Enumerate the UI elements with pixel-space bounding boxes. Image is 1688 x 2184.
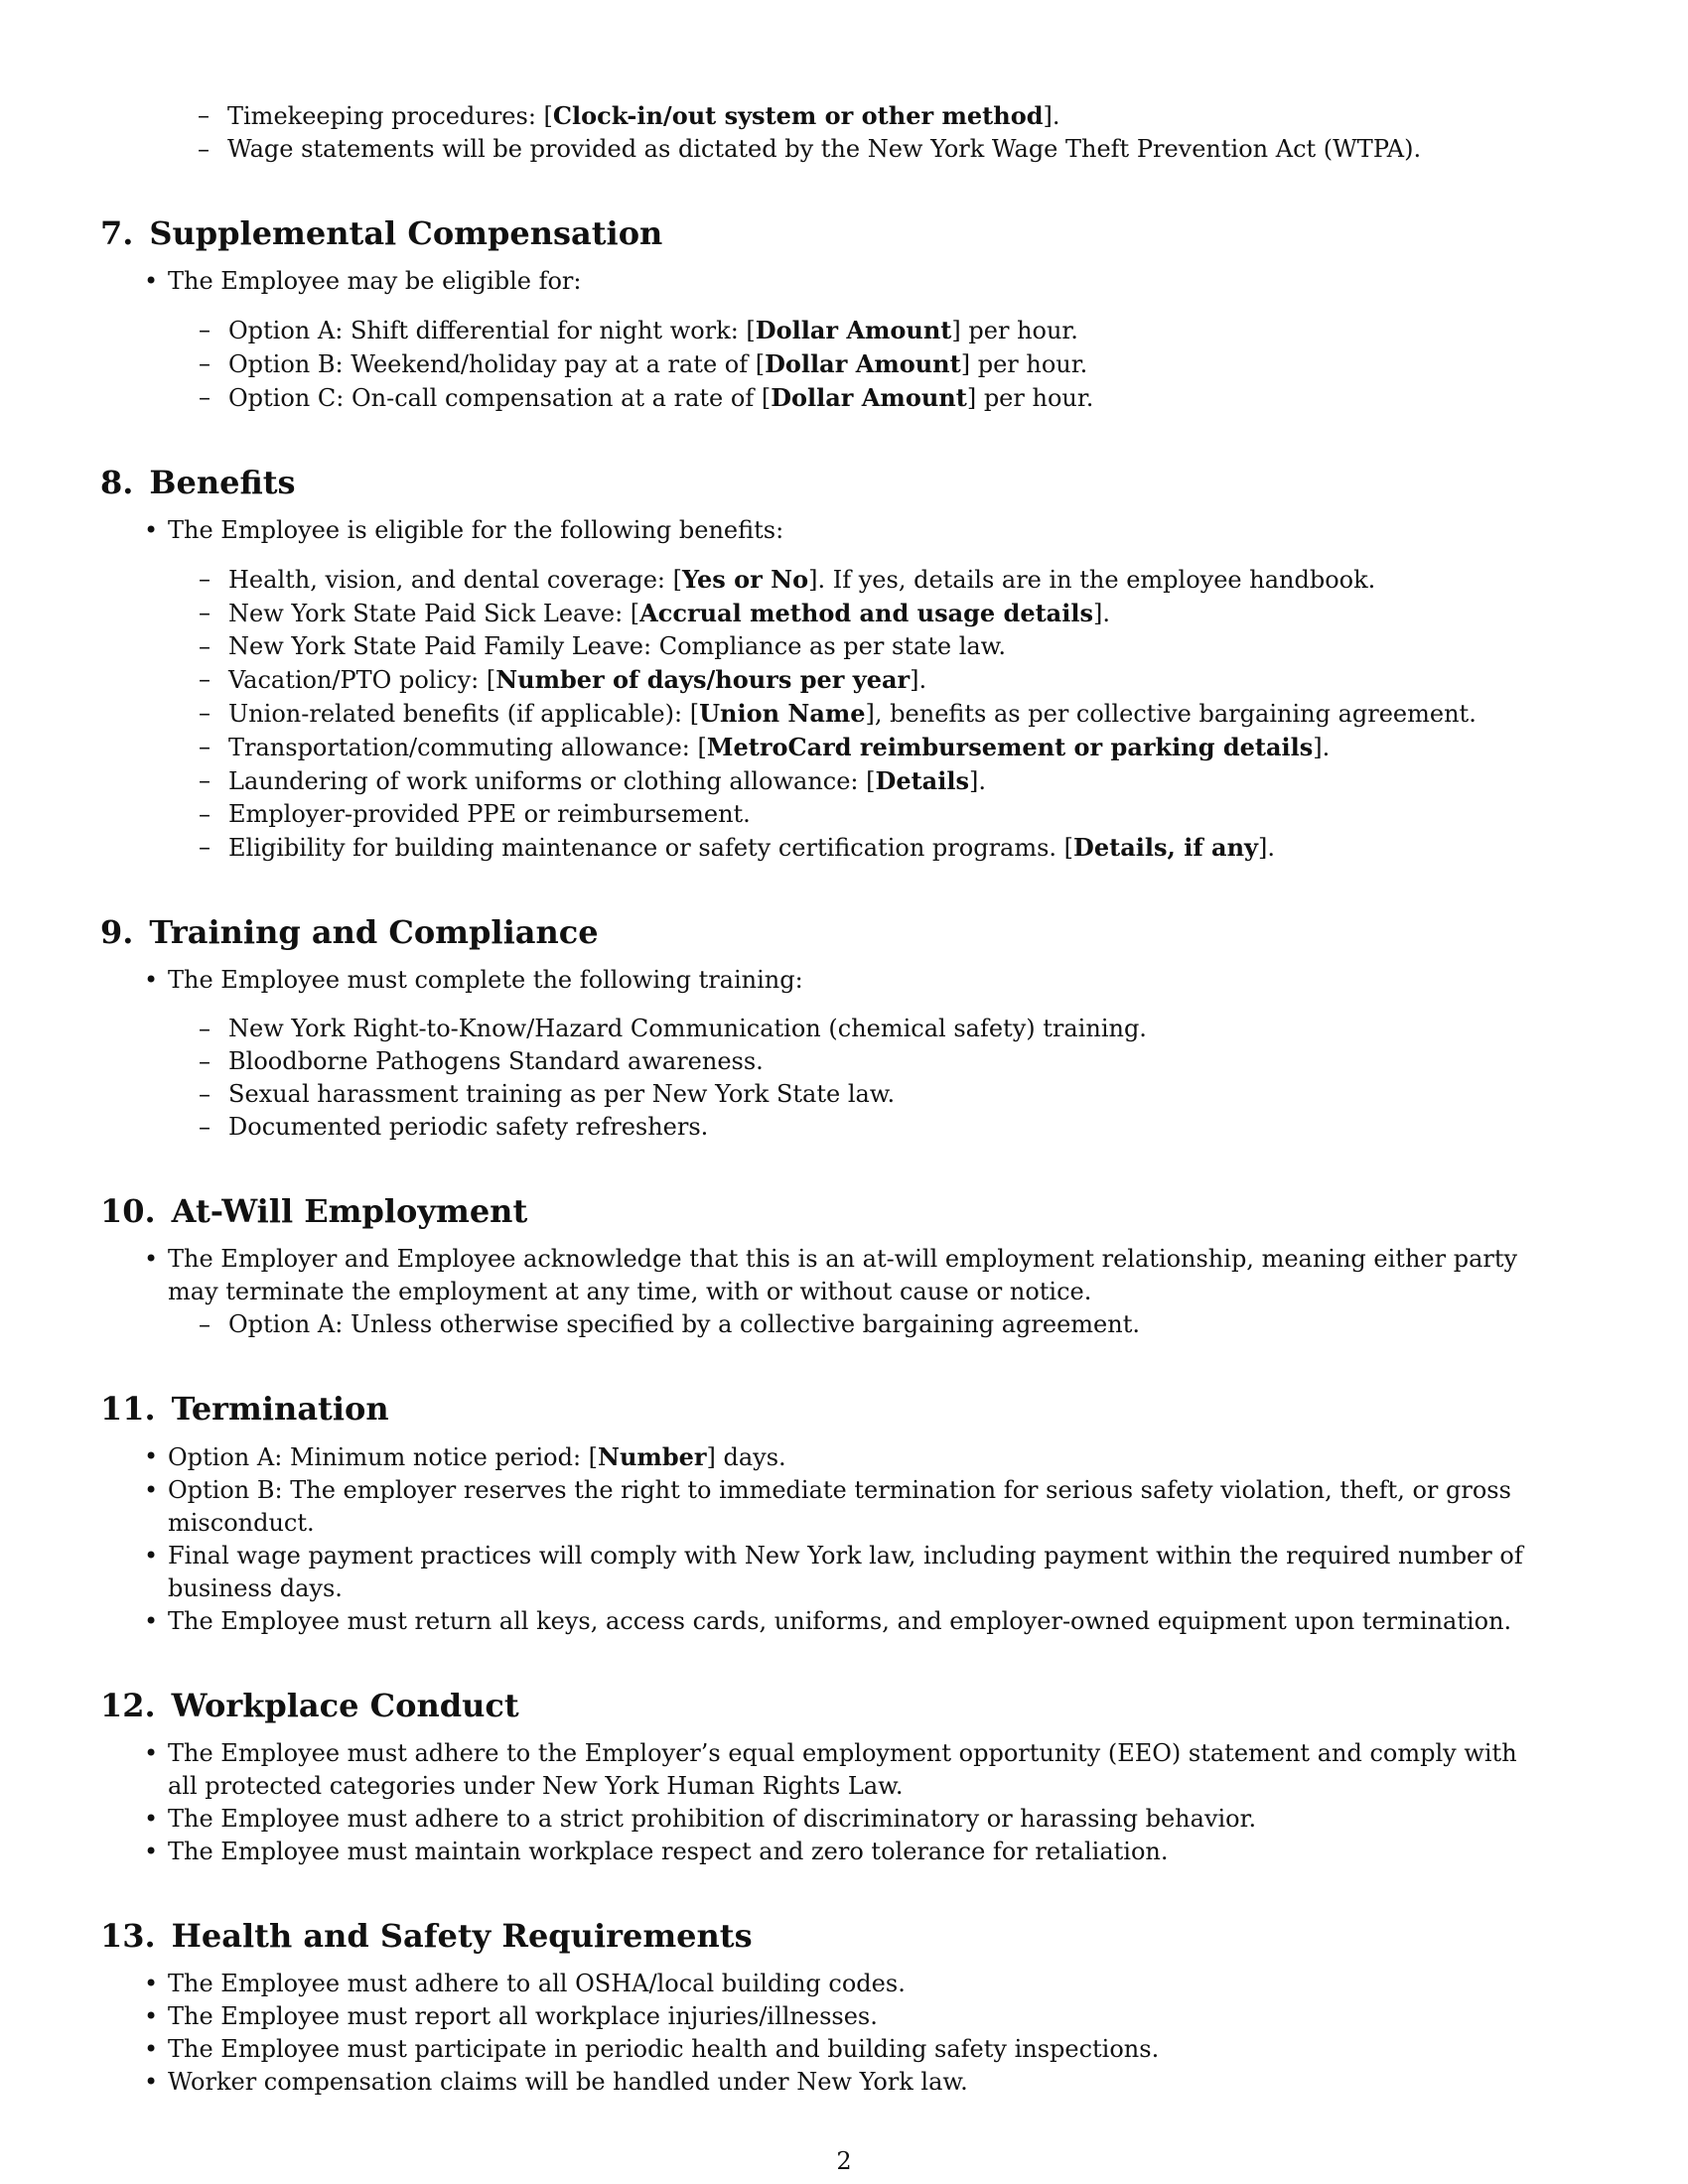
section-heading-supplemental-compensation: 7. Supplemental Compensation <box>100 214 663 252</box>
section-heading-training-compliance: 9. Training and Compliance <box>100 913 599 951</box>
list-item: – Bloodborne Pathogens Standard awareness. <box>228 1045 1550 1078</box>
list-item: – Option B: Weekend/holiday pay at a rate of [Dollar Amount] per hour. <box>228 347 1550 381</box>
section-heading-at-will-employment: 10. At-Will Employment <box>100 1192 528 1230</box>
list-item: – Union-related benefits (if applicable): [Union Name], benefits as per collective bargaining agreement. <box>228 697 1550 731</box>
list-item: • The Employee is eligible for the following benefits: – Health, vision, and dental coverage: [Yes or No]. If yes, details are in the employee handbook. – New York State Paid Sick Leave: [Accrual method and usage details]. – New York State Paid Family Leave: Compliance as per state law. – Vacation/PTO policy: [Number of days/hours per year]. – Union-related benefits (if applicable): [Union Name], benefits as per collective bargaining agreement. – Transportation/commuting allowance: [MetroCard reimbursement or parking details]. – Laundering of work uniforms or clothing allowance: [Details]. – Employer-provided PPE or reimbursement. – Eligibility for building maintenance or safety certification programs. [Details, if any]. <box>168 514 1590 865</box>
list-item: • The Employer and Employee acknowledge that this is an at-will employment relationship, meaning either party may terminate the employment at any time, with or without cause or notice. – Option A: Unless otherwise specified by a collective bargaining agreement. <box>168 1243 1590 1341</box>
document-page <box>100 99 1590 2099</box>
list-item: • The Employee must return all keys, access cards, uniforms, and employer-owned equipment upon termination. <box>168 1605 1590 1638</box>
list-item: – Timekeeping procedures: [Clock-in/out system or other method]. <box>227 99 1590 133</box>
list-item: – Health, vision, and dental coverage: [Yes or No]. If yes, details are in the employee handbook. <box>228 563 1550 597</box>
section-heading-termination: 11. Termination <box>100 1390 389 1428</box>
list-item: – Documented periodic safety refreshers. <box>228 1111 1550 1144</box>
list-item: – Option A: Unless otherwise specified by a collective bargaining agreement. <box>228 1308 1550 1341</box>
section-12-list <box>100 1737 1590 1868</box>
list-item: • The Employee must adhere to the Employer’s equal employment opportunity (EEO) statement and comply with all protected categories under New York Human Rights Law. <box>168 1737 1590 1803</box>
section-heading-health-safety: 13. Health and Safety Requirements <box>100 1917 753 1955</box>
list-item: – New York Right-to-Know/Hazard Communication (chemical safety) training. <box>228 1013 1550 1045</box>
section-9-list <box>100 964 1590 1144</box>
list-item: • The Employee must participate in periodic health and building safety inspections. <box>168 2033 1590 2066</box>
section-heading-benefits: 8. Benefits <box>100 464 296 501</box>
list-item: – Option C: On-call compensation at a rate of [Dollar Amount] per hour. <box>228 381 1550 415</box>
list-item: • Final wage payment practices will comply with New York law, including payment within the required number of business days. <box>168 1540 1590 1605</box>
list-item: – Wage statements will be provided as dictated by the New York Wage Theft Prevention Act (WTPA). <box>227 133 1590 166</box>
section-13-list <box>100 1968 1590 2099</box>
list-item: • The Employee must adhere to all OSHA/local building codes. <box>168 1968 1590 2000</box>
list-item: • The Employee may be eligible for: – Option A: Shift differential for night work: [Dollar Amount] per hour. – Option B: Weekend/holiday pay at a rate of [Dollar Amount] per hour. – Option C: On-call compensation at a rate of [Dollar Amount] per hour. <box>168 265 1590 415</box>
list-item: – Employer-provided PPE or reimbursement. <box>228 798 1550 831</box>
list-item: • Option A: Minimum notice period: [Number] days. <box>168 1440 1590 1474</box>
list-item: – Option A: Shift differential for night work: [Dollar Amount] per hour. <box>228 314 1550 347</box>
list-item: – Vacation/PTO policy: [Number of days/hours per year]. <box>228 663 1550 697</box>
section-11-list <box>100 1440 1590 1638</box>
list-item: • Worker compensation claims will be handled under New York law. <box>168 2066 1590 2099</box>
list-item: – New York State Paid Family Leave: Compliance as per state law. <box>228 630 1550 663</box>
section-8-list <box>100 514 1590 865</box>
section-7-list <box>100 265 1590 415</box>
list-item: • Option B: The employer reserves the right to immediate termination for serious safety violation, theft, or gross misconduct. <box>168 1474 1590 1540</box>
list-item: • The Employee must maintain workplace respect and zero tolerance for retaliation. <box>168 1836 1590 1868</box>
list-item: • The Employee must adhere to a strict prohibition of discriminatory or harassing behavior. <box>168 1803 1590 1836</box>
list-item: – New York State Paid Sick Leave: [Accrual method and usage details]. <box>228 597 1550 630</box>
list-item: – Sexual harassment training as per New York State law. <box>228 1078 1550 1111</box>
page-number: 2 <box>836 2147 852 2175</box>
section-10-list <box>100 1243 1590 1341</box>
list-item: • The Employee must complete the following training: – New York Right-to-Know/Hazard Communication (chemical safety) training. – Bloodborne Pathogens Standard awareness. – Sexual harassment training as per New York State law. – Documented periodic safety refreshers. <box>168 964 1590 1144</box>
list-item: – Eligibility for building maintenance or safety certification programs. [Details, if any]. <box>228 831 1550 865</box>
list-item: – Transportation/commuting allowance: [MetroCard reimbursement or parking details]. <box>228 731 1550 764</box>
list-item: • The Employee must report all workplace injuries/illnesses. <box>168 2000 1590 2033</box>
wage-continuation-list <box>100 99 1590 166</box>
list-item: – Laundering of work uniforms or clothing allowance: [Details]. <box>228 764 1550 798</box>
section-heading-workplace-conduct: 12. Workplace Conduct <box>100 1687 519 1724</box>
